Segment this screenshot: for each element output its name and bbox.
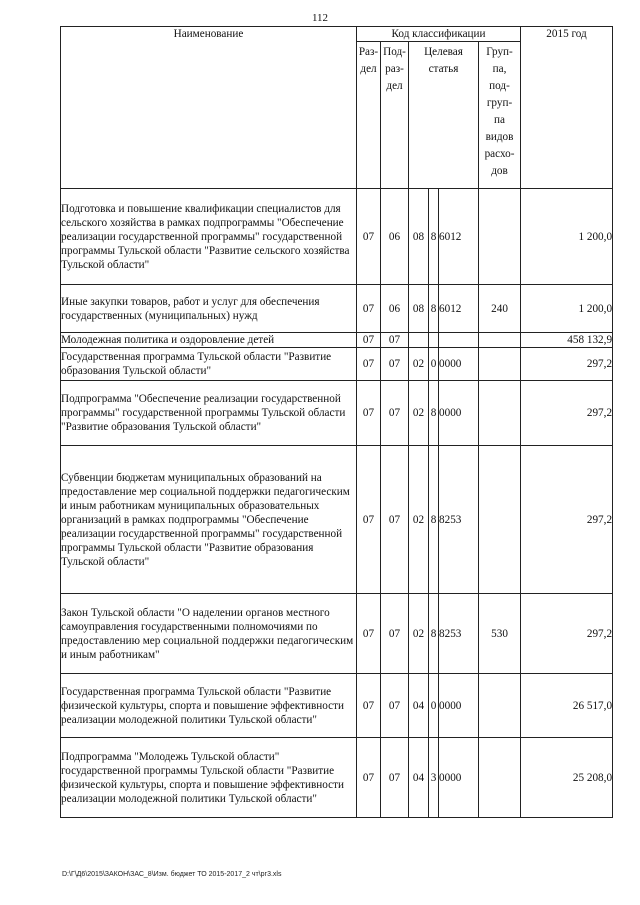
row-group	[479, 333, 521, 348]
row-article-part2: 8	[429, 594, 439, 674]
row-subsection: 07	[381, 594, 409, 674]
row-article-part2: 8	[429, 381, 439, 446]
row-subsection: 07	[381, 348, 409, 381]
row-name: Молодежная политика и оздоровление детей	[61, 333, 357, 348]
row-article-part3: 0000	[439, 674, 479, 738]
row-group: 530	[479, 594, 521, 674]
row-subsection: 07	[381, 738, 409, 818]
row-group	[479, 348, 521, 381]
row-amount: 1 200,0	[521, 285, 613, 333]
row-name: Закон Тульской области "О наделении органов местного самоуправления государственными полномочиями по предоставлению мер социальной поддержки педагогическим и иным работникам"	[61, 594, 357, 674]
row-article-part1: 02	[409, 381, 429, 446]
table-row	[61, 674, 613, 738]
row-section: 07	[357, 285, 381, 333]
row-subsection: 07	[381, 674, 409, 738]
header-code-classification: Код классификации	[357, 27, 521, 42]
row-article-part2: 0	[429, 674, 439, 738]
row-amount: 458 132,9	[521, 333, 613, 348]
table-row	[61, 738, 613, 818]
row-article-part2: 8	[429, 189, 439, 285]
header-name: Наименование	[61, 27, 357, 189]
header-subsection: Под- раз- дел	[381, 42, 409, 189]
header-year: 2015 год	[521, 27, 613, 189]
row-article-part3: 0000	[439, 738, 479, 818]
row-name: Государственная программа Тульской области "Развитие физической культуры, спорта и повышение эффективности реализации молодежной политики Тульской области"	[61, 674, 357, 738]
row-amount: 297,2	[521, 594, 613, 674]
row-article-part1: 02	[409, 348, 429, 381]
row-article-part2: 8	[429, 285, 439, 333]
row-subsection: 07	[381, 333, 409, 348]
row-article-part2: 3	[429, 738, 439, 818]
header-section: Раз- дел	[357, 42, 381, 189]
table-row	[61, 594, 613, 674]
row-group	[479, 189, 521, 285]
table-row	[61, 446, 613, 594]
row-name: Подготовка и повышение квалификации специалистов для сельского хозяйства в рамках подпрограммы "Обеспечение реализации государственной программы" государственной программы Тульской области "Развитие сельского хозяйства Тульской области"	[61, 189, 357, 285]
row-article-part2: 8	[429, 446, 439, 594]
row-article-part3	[439, 333, 479, 348]
table-row	[61, 333, 613, 348]
row-article-part3: 0000	[439, 381, 479, 446]
row-article-part1: 02	[409, 594, 429, 674]
row-section: 07	[357, 348, 381, 381]
row-amount: 297,2	[521, 348, 613, 381]
row-name: Подпрограмма "Молодежь Тульской области" государственной программы Тульской области "Развитие физической культуры, спорта и повышение эффективности реализации молодежной политики Тульской области"	[61, 738, 357, 818]
row-section: 07	[357, 674, 381, 738]
row-article-part1: 04	[409, 738, 429, 818]
row-amount: 26 517,0	[521, 674, 613, 738]
row-subsection: 06	[381, 189, 409, 285]
row-amount: 297,2	[521, 446, 613, 594]
row-section: 07	[357, 446, 381, 594]
row-group	[479, 738, 521, 818]
row-article-part1: 08	[409, 285, 429, 333]
row-subsection: 07	[381, 381, 409, 446]
row-article-part1: 02	[409, 446, 429, 594]
row-section: 07	[357, 333, 381, 348]
row-name: Подпрограмма "Обеспечение реализации государственной программы" государственной программы Тульской области "Развитие образования Тульской области"	[61, 381, 357, 446]
row-article-part3: 8253	[439, 446, 479, 594]
file-path-footer: D:\Г\Д6\2015\ЗАКОН\ЗАС_8\Изм. бюджет ТО 2015-2017_2 чт\рг3.xls	[62, 871, 282, 878]
row-name: Государственная программа Тульской области "Развитие образования Тульской области"	[61, 348, 357, 381]
header-target-article: Целевая статья	[409, 42, 479, 189]
row-group	[479, 381, 521, 446]
table-row	[61, 189, 613, 285]
row-group: 240	[479, 285, 521, 333]
row-article-part3: 8253	[439, 594, 479, 674]
row-name: Иные закупки товаров, работ и услуг для обеспечения государственных (муниципальных) нужд	[61, 285, 357, 333]
row-article-part3: 0000	[439, 348, 479, 381]
row-section: 07	[357, 738, 381, 818]
row-article-part3: 6012	[439, 285, 479, 333]
row-group	[479, 446, 521, 594]
row-article-part2	[429, 333, 439, 348]
budget-table	[60, 26, 613, 818]
row-subsection: 07	[381, 446, 409, 594]
row-amount: 25 208,0	[521, 738, 613, 818]
row-subsection: 06	[381, 285, 409, 333]
row-name: Субвенции бюджетам муниципальных образований на предоставление мер социальной поддержки педагогическим и иным работникам муниципальных образовательных организаций в рамках подпрограммы "Обеспечение реализации государственной программы" государственной программы Тульской области "Развитие образования Тульской области"	[61, 446, 357, 594]
row-article-part2: 0	[429, 348, 439, 381]
table-row	[61, 381, 613, 446]
table-row	[61, 348, 613, 381]
row-amount: 297,2	[521, 381, 613, 446]
page-number: 112	[311, 12, 329, 24]
row-article-part1: 08	[409, 189, 429, 285]
row-group	[479, 674, 521, 738]
table-row	[61, 285, 613, 333]
row-article-part1	[409, 333, 429, 348]
row-article-part3: 6012	[439, 189, 479, 285]
row-section: 07	[357, 189, 381, 285]
row-amount: 1 200,0	[521, 189, 613, 285]
row-section: 07	[357, 381, 381, 446]
header-expense-group: Груп- па, под- груп- па видов расхо- дов	[479, 42, 521, 189]
row-section: 07	[357, 594, 381, 674]
row-article-part1: 04	[409, 674, 429, 738]
